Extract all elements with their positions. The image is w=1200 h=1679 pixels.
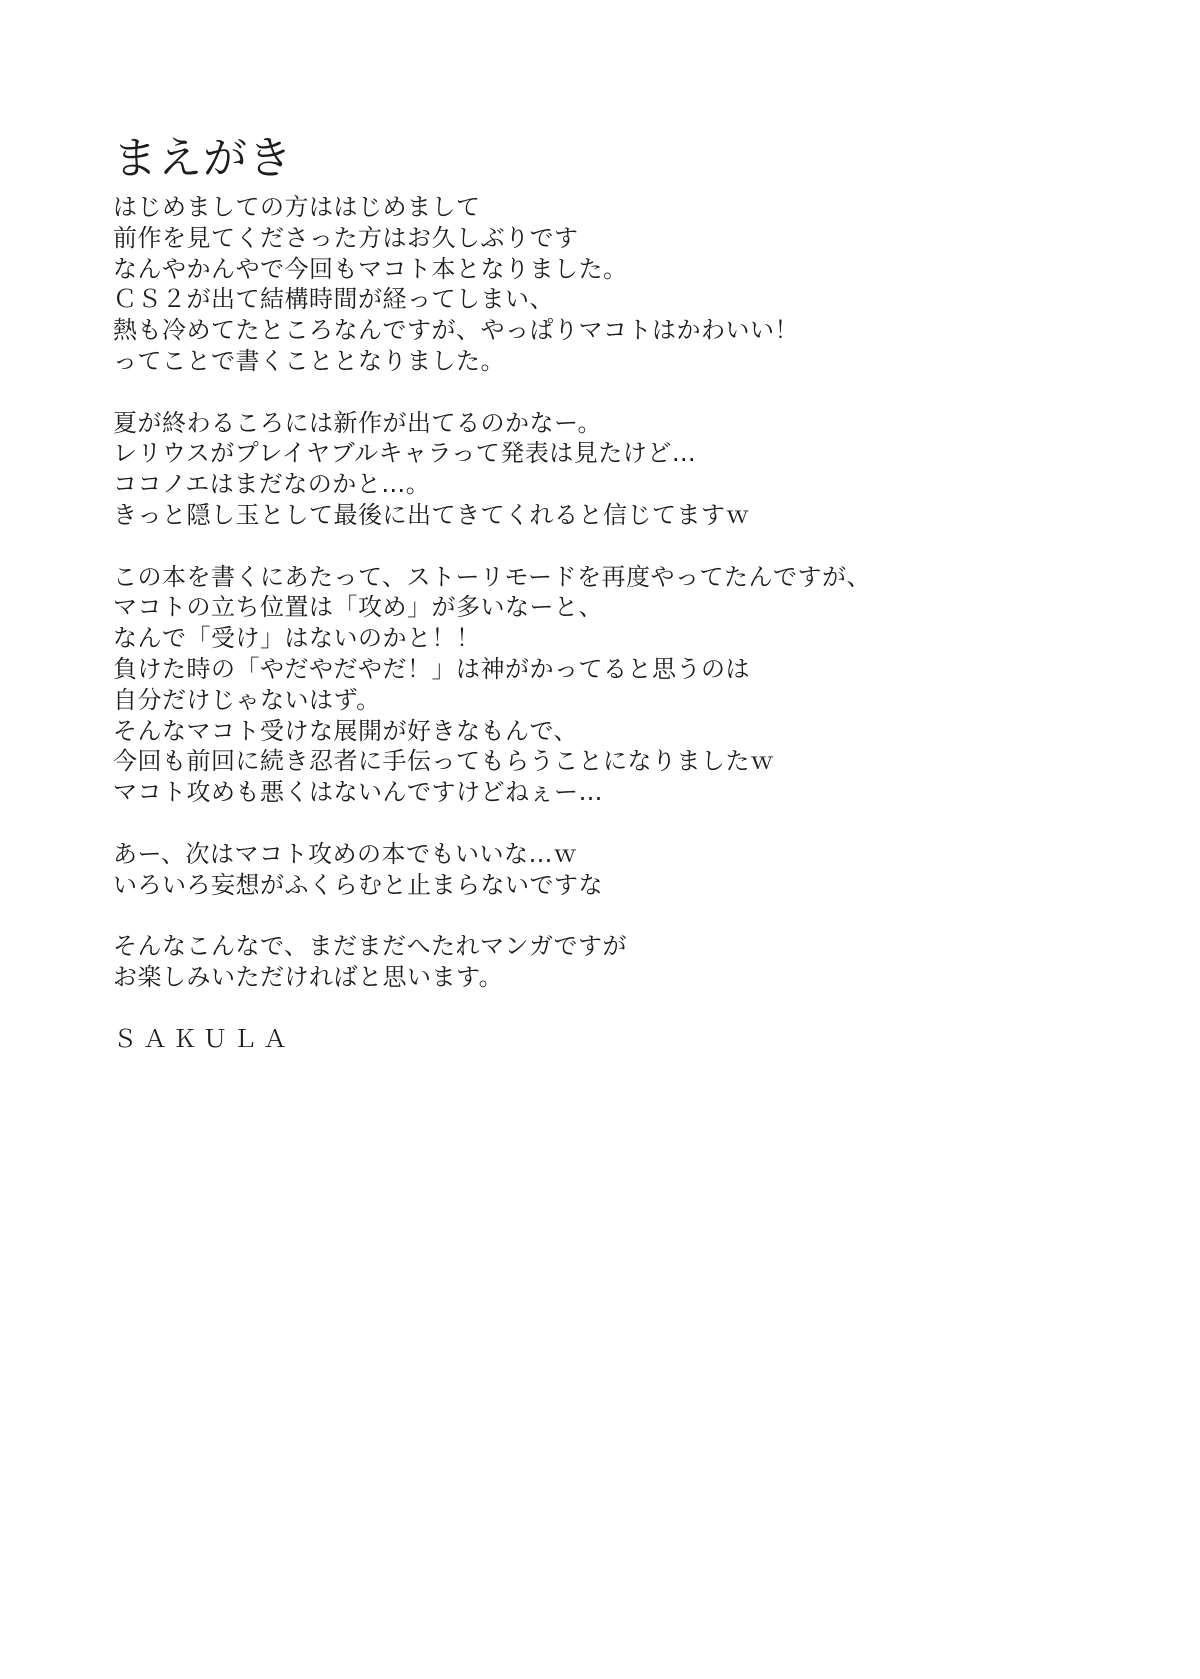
text-line: マコトの立ち位置は「攻め」が多いなーと、	[113, 593, 603, 622]
text-line: きっと隠し玉として最後に出てきてくれると信じてますｗ	[113, 500, 750, 529]
blank-line	[113, 900, 1103, 931]
text-line: そんなこんなで、まだまだへたれマンガですが	[113, 932, 628, 961]
text-line: ＣＳ２が出て結構時間が経ってしまい、	[113, 285, 554, 314]
text-line: 夏が終わるころには新作が出てるのかなー。	[113, 408, 603, 437]
text-line: そんなマコト受けな展開が好きなもんで、	[113, 716, 579, 745]
blank-line	[113, 377, 1103, 408]
foreword-body	[113, 192, 1103, 993]
text-line: あー、次はマコト攻めの本でもいいな…ｗ	[113, 839, 578, 868]
text-line: ってことで書くこととなりました。	[113, 346, 505, 375]
text-line: 負けた時の「やだやだやだ！」は神がかってると思うのは	[113, 654, 750, 683]
text-line: マコト攻めも悪くはないんですけどねぇー…	[113, 778, 603, 807]
text-line: 熱も冷めてたところなんですが、やっぱりマコトはかわいい！	[113, 316, 799, 345]
text-line: なんで「受け」はないのかと！！	[113, 624, 481, 653]
text-line: いろいろ妄想がふくらむと止まらないですな	[113, 870, 603, 899]
text-line: この本を書くにあたって、ストーリモードを再度やってたんですが、	[113, 562, 872, 591]
page-title: まえがき	[113, 133, 293, 184]
text-line: お楽しみいただければと思います。	[113, 962, 504, 991]
author-signature: ＳＡＫＵＬＡ	[113, 1024, 293, 1053]
text-line: なんやかんやで今回もマコト本となりました。	[113, 254, 628, 283]
text-line: はじめましての方ははじめまして	[113, 193, 481, 221]
text-line: レリウスがプレイヤブルキャラって発表は見たけど…	[113, 439, 697, 468]
foreword-content	[113, 130, 1103, 1055]
text-line: 前作を見てくださった方はお久しぶりです	[113, 223, 579, 252]
text-line: 自分だけじゃないはず。	[113, 685, 381, 714]
blank-line	[113, 808, 1103, 839]
text-line: ココノエはまだなのかと…。	[113, 470, 431, 499]
blank-line	[113, 531, 1103, 562]
text-line: 今回も前回に続き忍者に手伝ってもらうことになりましたｗ	[113, 747, 775, 776]
